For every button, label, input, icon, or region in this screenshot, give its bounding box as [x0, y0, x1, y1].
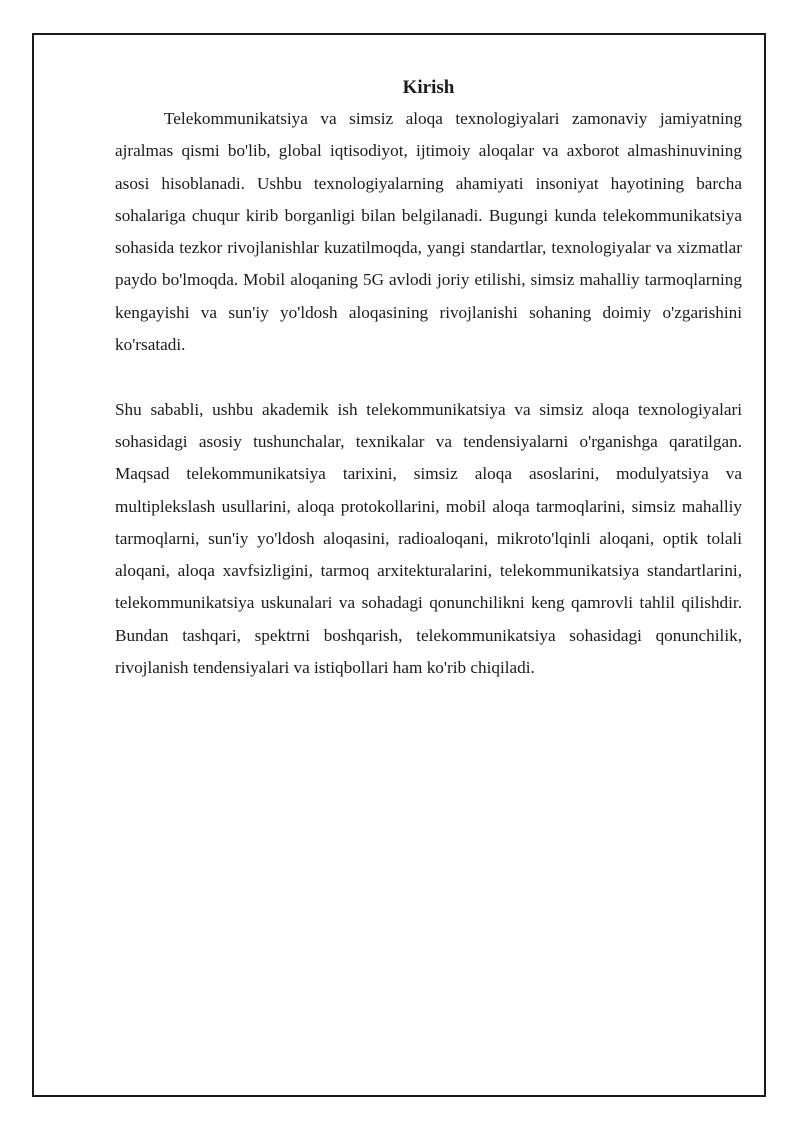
paragraph-spacer: [115, 361, 742, 393]
document-body: [115, 74, 742, 684]
document-title: Kirish: [402, 77, 455, 98]
paragraph-purpose: Shu sababli, ushbu akademik ish telekommunikatsiya va simsiz aloqa texnologiyalari sohasidagi asosiy tushunchalar, texnikalar va tendensiyalarni o'rganishga qaratilgan. Maqsad telekommunikatsiya tarixini, simsiz aloqa asoslarini, modulyatsiya va multiplekslash usullarini, aloqa protokollarini, mobil aloqa tarmoqlarini, simsiz mahalliy tarmoqlarni, sun'iy yo'ldosh aloqasini, radioaloqani, mikroto'lqinli aloqani, optik tolali aloqani, aloqa xavfsizligini, tarmoq arxitekturalarini, telekommunikatsiya standartlarini, telekommunikatsiya uskunalari va sohadagi qonunchilikni keng qamrovli tahlil qilishdir. Bundan tashqari, spektrni boshqarish, telekommunikatsiya sohasidagi qonunchilik, rivojlanish tendensiyalari va istiqbollari ham ko'rib chiqiladi.: [115, 399, 742, 678]
paragraph-intro: Telekommunikatsiya va simsiz aloqa texnologiyalari zamonaviy jamiyatning ajralmas qismi bo'lib, global iqtisodiyot, ijtimoiy aloqalar va axborot almashinuvining asosi hisoblanadi. Ushbu texnologiyalarning ahamiyati insoniyat hayotining barcha sohalariga chuqur kirib borganligi bilan belgilanadi. Bugungi kunda telekommunikatsiya sohasida tezkor rivojlanishlar kuzatilmoqda, yangi standartlar, texnologiyalar va xizmatlar paydo bo'lmoqda. Mobil aloqaning 5G avlodi joriy etilishi, simsiz mahalliy tarmoqlarning kengayishi va sun'iy yo'ldosh aloqasining rivojlanishi sohaning doimiy o'zgarishini ko'rsatadi.: [115, 109, 742, 355]
